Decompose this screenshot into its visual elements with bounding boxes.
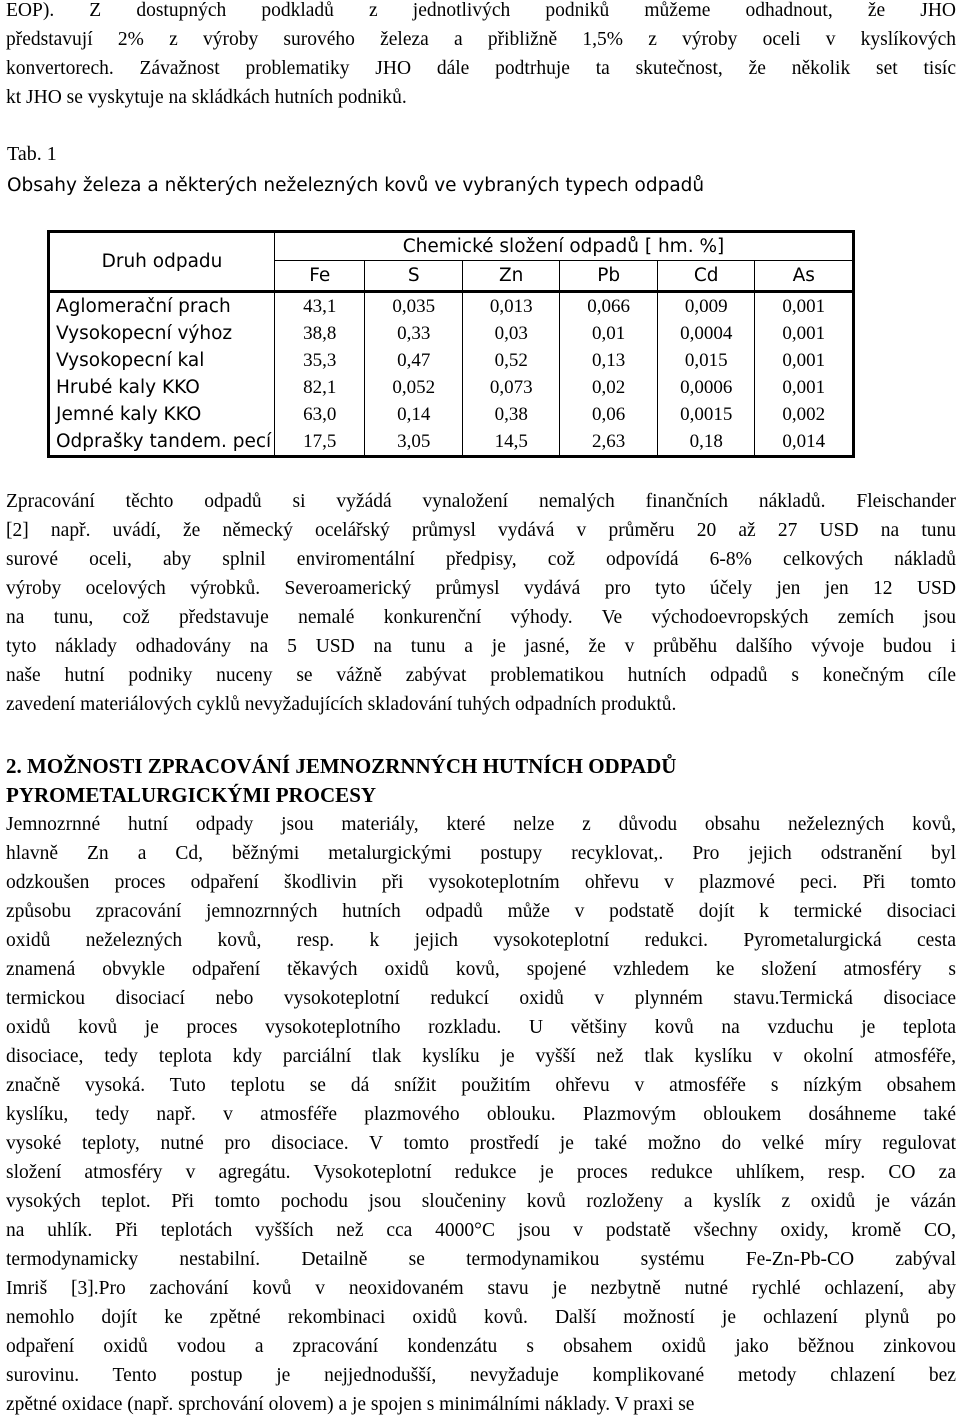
table-cell: 0,0006 — [657, 374, 755, 401]
text-line: odzkoušen proces odpaření škodlivin při vysokoteplotním ohřevu v plazmové peci. Při tomto — [6, 872, 956, 893]
text-line: zavedení materiálových cyklů nevyžadujících skladování tuhých odpadních produktů. — [6, 694, 677, 715]
table-cell: 17,5 — [275, 428, 365, 457]
table-cell: 35,3 — [275, 347, 365, 374]
text-line: termodynamicky nestabilní. Detailně se termodynamikou systému Fe-Zn-Pb-CO zabýval — [6, 1249, 956, 1270]
table-title: Obsahy železa a některých neželezných kovů ve vybraných typech odpadů — [7, 175, 705, 196]
text-line: složení atmosféry v agregátu. Vysokoteplotní redukce je proces redukce uhlíkem, resp. CO za — [6, 1162, 956, 1183]
table-cell: 38,8 — [275, 320, 365, 347]
table-cell: 0,01 — [560, 320, 657, 347]
text-line: nemohlo dojít ke zpětné rekombinaci oxidů kovů. Další možností je ochlazení plynů po — [6, 1307, 956, 1328]
table-cell: 14,5 — [462, 428, 559, 457]
row-header: Druh odpadu — [49, 232, 275, 292]
table-cell: 0,073 — [462, 374, 559, 401]
text-line: vysoké teploty, nutné pro disociace. V tomto prostředí je také možno do velké míry regulovat — [6, 1133, 956, 1154]
row-name: Odprašky tandem. pecí — [49, 428, 275, 457]
text-line: kyslíku, tedy např. v atmosféře plazmového oblouku. Plazmovým obloukem dosáhneme také — [6, 1104, 956, 1125]
table-cell: 0,001 — [755, 347, 854, 374]
section-heading — [6, 752, 676, 810]
table-row — [49, 292, 854, 321]
text-line: EOP). Z dostupných podkladů z jednotlivých podniků můžeme odhadnout, že JHO — [6, 0, 956, 21]
row-name: Vysokopecní výhoz — [49, 320, 275, 347]
table-cell: 0,13 — [560, 347, 657, 374]
text-line: výroby ocelových výrobků. Severoamerický průmysl vydává pro tyto účely jen jen 12 USD — [6, 578, 956, 599]
text-line: znamená obvykle odpaření těkavých oxidů kovů, spojené vzhledem ke složení atmosféry s — [6, 959, 956, 980]
text-line: zpětné oxidace (např. sprchování olovem) a je spojen s minimálními náklady. V praxi se — [6, 1394, 695, 1415]
table-cell: 0,013 — [462, 292, 559, 321]
table-cell: 63,0 — [275, 401, 365, 428]
table-cell: 0,0004 — [657, 320, 755, 347]
table-row — [49, 347, 854, 374]
row-name: Vysokopecní kal — [49, 347, 275, 374]
costs-paragraph — [6, 487, 956, 719]
table-cell: 0,052 — [365, 374, 462, 401]
section-heading-line-1: 2. MOŽNOSTI ZPRACOVÁNÍ JEMNOZRNNÝCH HUTNÍCH ODPADŮ — [6, 754, 677, 778]
table-cell: 0,035 — [365, 292, 462, 321]
table-cell: 0,009 — [657, 292, 755, 321]
group-header: Chemické složení odpadů [ hm. %] — [275, 232, 854, 261]
row-name: Aglomerační prach — [49, 292, 275, 321]
table-cell: 0,015 — [657, 347, 755, 374]
table-row — [49, 374, 854, 401]
text-line: na uhlík. Při teplotách vyšších než cca 4000°C jsou v podstatě všechny oxidy, kromě CO, — [6, 1220, 956, 1241]
text-line: značně vysoká. Tuto teplotu se dá snížit použitím ohřevu v atmosféře s nízkým obsahem — [6, 1075, 956, 1096]
table-cell: 0,52 — [462, 347, 559, 374]
text-line: na tunu, což představuje nemalé konkurenční výhody. Ve východoevropských zemích jsou — [6, 607, 956, 628]
text-line: hlavně Zn a Cd, běžnými metalurgickými postupy recyklovat,. Pro jejich odstranění byl — [6, 843, 956, 864]
table-cell: 0,002 — [755, 401, 854, 428]
column-header: Fe — [275, 261, 365, 292]
table-cell: 0,02 — [560, 374, 657, 401]
column-header: Cd — [657, 261, 755, 292]
table-cell: 0,18 — [657, 428, 755, 457]
text-line: oxidů kovů je proces vysokoteplotního rozkladu. U většiny kovů na vzduchu je teplota — [6, 1017, 956, 1038]
section-heading-line-2: PYROMETALURGICKÝMI PROCESY — [6, 783, 377, 807]
table-cell: 0,47 — [365, 347, 462, 374]
row-name: Hrubé kaly KKO — [49, 374, 275, 401]
table-cell: 0,014 — [755, 428, 854, 457]
text-line: vysokých teplot. Při tomto pochodu jsou sloučeniny kovů rozloženy a kyslík z oxidů je vázán — [6, 1191, 956, 1212]
section-paragraph — [6, 810, 956, 1419]
row-name: Jemné kaly KKO — [49, 401, 275, 428]
table-row — [49, 401, 854, 428]
table-cell: 0,0015 — [657, 401, 755, 428]
text-line: Imriš [3].Pro zachování kovů v neoxidovaném stavu je nezbytně nutné rychlé ochlazení, aby — [6, 1278, 956, 1299]
table-cell: 2,63 — [560, 428, 657, 457]
table-row — [49, 320, 854, 347]
text-line: surovinu. Tento postup je nejjednodušší, nevyžaduje komplikované metody chlazení bez — [6, 1365, 956, 1386]
column-header: As — [755, 261, 854, 292]
table-cell: 82,1 — [275, 374, 365, 401]
table-cell: 0,38 — [462, 401, 559, 428]
column-header: Zn — [462, 261, 559, 292]
table-cell: 3,05 — [365, 428, 462, 457]
text-line: [2] např. uvádí, že německý ocelářský průmysl vydává v průměru 20 až 27 USD na tunu — [6, 520, 956, 541]
text-line: představují 2% z výroby surového železa a přibližně 1,5% z výroby oceli v kyslíkových — [6, 29, 956, 50]
text-line: tyto náklady odhadovány na 5 USD na tunu a je jasné, že v průběhu dalšího vývoje budou i — [6, 636, 956, 657]
table-cell: 0,06 — [560, 401, 657, 428]
text-line: kt JHO se vyskytuje na skládkách hutních podniků. — [6, 87, 407, 108]
column-header: Pb — [560, 261, 657, 292]
text-line: konvertorech. Závažnost problematiky JHO dále podtrhuje ta skutečnost, že několik set tisíc — [6, 58, 956, 79]
intro-paragraph — [6, 0, 956, 112]
composition-table — [47, 230, 855, 458]
table-cell: 0,001 — [755, 374, 854, 401]
table-cell: 0,066 — [560, 292, 657, 321]
text-line: disociace, tedy teplota kdy parciální tlak kyslíku je vyšší než tlak kyslíku v okolní atmosféře, — [6, 1046, 956, 1067]
text-line: termickou disociací nebo vysokoteplotní redukcí oxidů v plynném stavu.Termická disociace — [6, 988, 956, 1009]
text-line: Jemnozrnné hutní odpady jsou materiály, které nelze z důvodu obsahu neželezných kovů, — [6, 814, 956, 835]
table-cell: 0,001 — [755, 320, 854, 347]
table-label: Tab. 1 — [7, 143, 57, 165]
text-line: naše hutní podniky nuceny se vážně zabývat problematikou hutních odpadů s konečným cíle — [6, 665, 956, 686]
table-header-row — [49, 232, 854, 261]
table-row — [49, 428, 854, 457]
table-cell: 0,14 — [365, 401, 462, 428]
text-line: oxidů neželezných kovů, resp. k jejich vysokoteplotní redukci. Pyrometalurgická cesta — [6, 930, 956, 951]
table-cell: 43,1 — [275, 292, 365, 321]
text-line: způsobu zpracování jemnozrnných hutních odpadů může v podstatě dojít k termické disociaci — [6, 901, 956, 922]
table-cell: 0,33 — [365, 320, 462, 347]
text-line: surové oceli, aby splnil enviromentální předpisy, což odpovídá 6-8% celkových nákladů — [6, 549, 956, 570]
table-cell: 0,001 — [755, 292, 854, 321]
text-line: Zpracování těchto odpadů si vyžádá vynaložení nemalých finančních nákladů. Fleischander — [6, 491, 956, 512]
text-line: odpaření oxidů vodou a zpracování kondenzátu s obsahem oxidů jako běžnou zinkovou — [6, 1336, 956, 1357]
table-cell: 0,03 — [462, 320, 559, 347]
column-header: S — [365, 261, 462, 292]
